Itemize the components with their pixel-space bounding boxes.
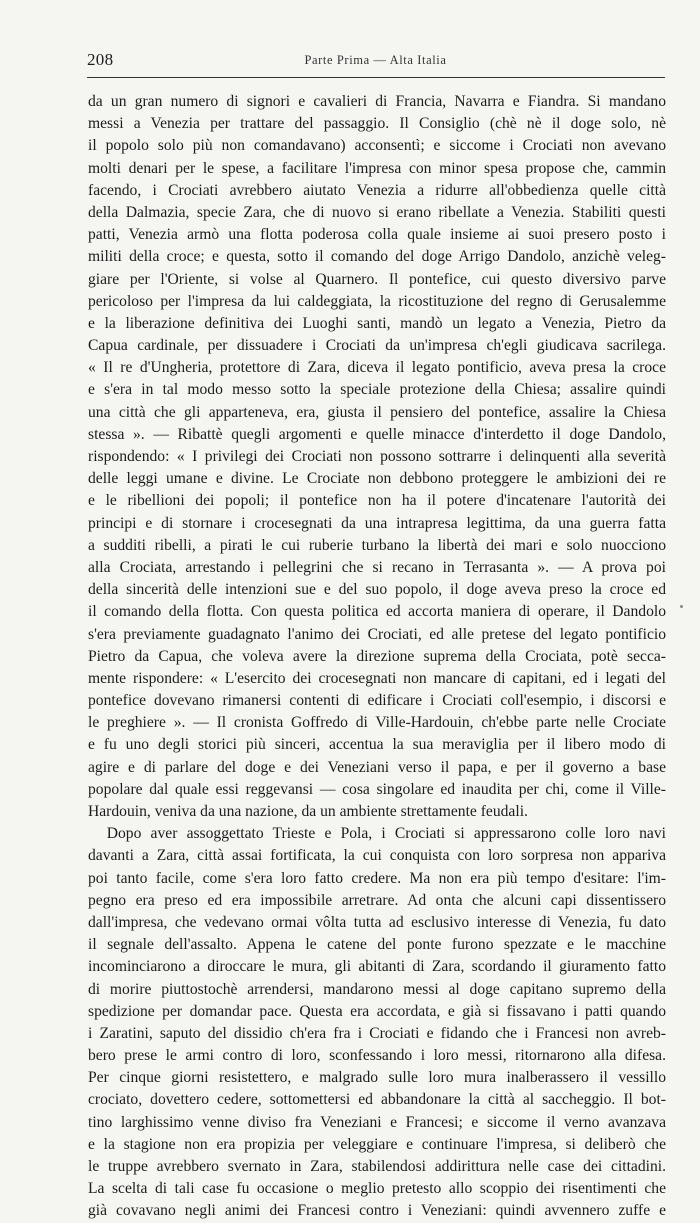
text-line: popolare dal quale essi reggevansi — cosa singolare ed inaudita per chi, come il Ville- <box>88 780 666 798</box>
text-line: dall'impresa, che vedevano ormai vôlta tutta ad esclusivo interesse di Venezia, fu dato <box>88 913 666 931</box>
text-line: stessa ». — Ribattè quegli argomenti e quelle minacce d'interdetto il doge Dandolo, <box>88 425 666 443</box>
text-line: le truppe avrebbero svernato in Zara, stabilendosi addirittura nelle case dei cittadini. <box>88 1158 666 1175</box>
text-line: il comando della flotta. Con questa politica ed accorta maniera di operare, il Dandolo <box>88 603 666 621</box>
page-number: 208 <box>87 50 114 69</box>
running-head: Parte Prima — Alta Italia <box>304 53 447 67</box>
text-line: Dopo aver assoggettato Trieste e Pola, i Crociati si appressarono colle loro navi <box>106 825 666 843</box>
header-rule <box>87 77 665 78</box>
text-line: Capua cardinale, per dissuadere i Crociati da un'impresa ch'egli giudicava sacrilega. <box>88 337 666 355</box>
text-line: facendo, i Crociati avrebbero aiutato Venezia a ridurre all'obbedienza quelle città <box>88 181 666 199</box>
text-line: agire e di parlare del doge e dei Veneziani verso il papa, e per il governo a base <box>88 758 666 776</box>
text-line: e la liberazione definitiva dei Luoghi santi, mandò un legato a Venezia, Pietro da <box>88 314 666 332</box>
text-line: delle leggi umane e divine. Le Crociate non debbono proteggere le ambizioni dei re <box>88 470 666 488</box>
text-line: già covavano negli animi dei Francesi contro i Veneziani: quindi avvennero zuffe e <box>88 1202 666 1220</box>
text-line: « Il re d'Ungheria, protettore di Zara, diceva il legato pontificio, aveva presa la croce <box>88 359 666 377</box>
text-line: tino larghissimo venne diviso fra Veneziani e Francesi; e siccome il verno avanzava <box>88 1113 666 1131</box>
text-line: bero prese le armi contro di loro, sconfessando i loro messi, ritornarono alla difesa. <box>88 1047 666 1065</box>
text-line: il popolo solo più non comandavano) acconsentì; e siccome i Crociati non avevano <box>88 137 666 155</box>
text-line: e fu uno degli storici più sinceri, accentua la sua meraviglia per il libero modo di <box>88 736 666 754</box>
text-line: da un gran numero di signori e cavalieri di Francia, Navarra e Fiandra. Si mandano <box>88 93 666 110</box>
body-text <box>88 91 666 1223</box>
page-header <box>87 50 664 70</box>
text-line: pontefice dovevano rimanersi contenti di edificare i Crociati coll'esempio, i discorsi e <box>88 692 666 710</box>
text-line: mente rispondere: « L'esercito dei crocesegnati non mancare di capitani, ed i legati del <box>88 669 666 687</box>
text-line: crociato, dovettero cedere, sottomettersi ed abbandonare la città al saccheggio. Il bot- <box>88 1091 666 1109</box>
text-line: alla Crociata, arrestando i pellegrini che si recano in Terrasanta ». — A prova poi <box>88 558 666 576</box>
text-line: e s'era in tal modo messo sotto la speciale protezione della Chiesa; assalire quindi <box>88 381 666 399</box>
text-line: pegno era preso ed era impossibile arretrare. Ad onta che alcuni capi dissentissero <box>88 891 666 909</box>
text-line: principi e di stornare i crocesegnati da una intrapresa legittima, da una guerra fatta <box>88 514 666 532</box>
text-line: giare per l'Oriente, si volse al Quarnero. Il pontefice, cui questo diversivo parve <box>88 270 666 288</box>
text-line: incominciarono a diroccare le mura, gli abitanti di Zara, scordando il giuramento fatto <box>88 958 666 976</box>
margin-mark <box>680 605 683 608</box>
text-line: La scelta di tali case fu occasione o meglio pretesto allo scoppio dei risentimenti che <box>88 1180 666 1198</box>
text-line: le preghiere ». — Il cronista Goffredo di Ville-Hardouin, ch'ebbe parte nelle Crociate <box>88 714 666 732</box>
text-line: pericoloso per l'impresa da lui caldeggiata, la ricostituzione del regno di Gerusalemme <box>88 292 666 310</box>
text-line: di morire piuttostochè arrendersi, mandarono messi al doge capitano supremo della <box>88 980 666 998</box>
text-line: messi a Venezia per trattare del passaggio. Il Consiglio (chè nè il doge solo, nè <box>88 115 666 133</box>
text-line: davanti a Zara, città assai fortificata, la cui conquista con loro sorpresa non appariva <box>88 847 666 865</box>
text-line: Pietro da Capua, che voleva avere la direzione suprema della Crociata, potè secca- <box>88 647 666 665</box>
text-line: e le ribellioni dei popoli; il pontefice non ha il potere d'incatenare l'autorità dei <box>88 492 666 510</box>
text-line: Hardouin, veniva da una nazione, da un ambiente strettamente feudali. <box>88 803 528 820</box>
text-line: spedizione per domandar pace. Questa era accordata, e già si fissavano i patti quando <box>88 1002 666 1020</box>
text-line: molti denari per le spese, a facilitare l'impresa con minor spesa propose che, cammin <box>88 159 666 177</box>
text-line: poi tanto facile, come s'era loro fatto credere. Ma non era più tempo d'esitare: l'im- <box>88 869 666 887</box>
text-line: Per cinque giorni resistettero, e malgrado sulle loro mura inalberassero il vessillo <box>88 1069 666 1087</box>
text-line: patti, Venezia armò una flotta poderosa colla quale insieme ai suoi presero posto i <box>88 226 666 244</box>
text-line: della sincerità delle intenzioni sue e del suo popolo, il doge aveva preso la croce ed <box>88 581 666 599</box>
text-line: e la stagione non era propizia per veleggiare e continuare l'impresa, si deliberò che <box>88 1135 666 1153</box>
text-line: i Zaratini, saputo del dissidio ch'era fra i Crociati e fidando che i Francesi non avreb- <box>88 1024 666 1042</box>
text-line: della Dalmazia, specie Zara, che di nuovo si erano ribellate a Venezia. Stabiliti questi <box>88 203 666 221</box>
text-line: a sudditi ribelli, a pirati le cui ruberie turbano la libertà dei mari e solo nuocciono <box>88 536 666 554</box>
text-line: rispondendo: « I privilegi dei Crociati non possono sottrarre i delinquenti alla severità <box>88 448 666 465</box>
text-line: militi della croce; e questa, sotto il comando del doge Arrigo Dandolo, anzichè veleg- <box>88 248 666 266</box>
text-line: s'era previamente guadagnato l'animo dei Crociati, ed alle pretese del legato pontificio <box>88 625 666 643</box>
text-line: il segnale dell'assalto. Appena le catene del ponte furono spezzate e le macchine <box>88 936 666 954</box>
text-line: una città che gli apparteneva, era, giusta il pensiero del pontefice, assalire la Chiesa <box>88 403 666 421</box>
